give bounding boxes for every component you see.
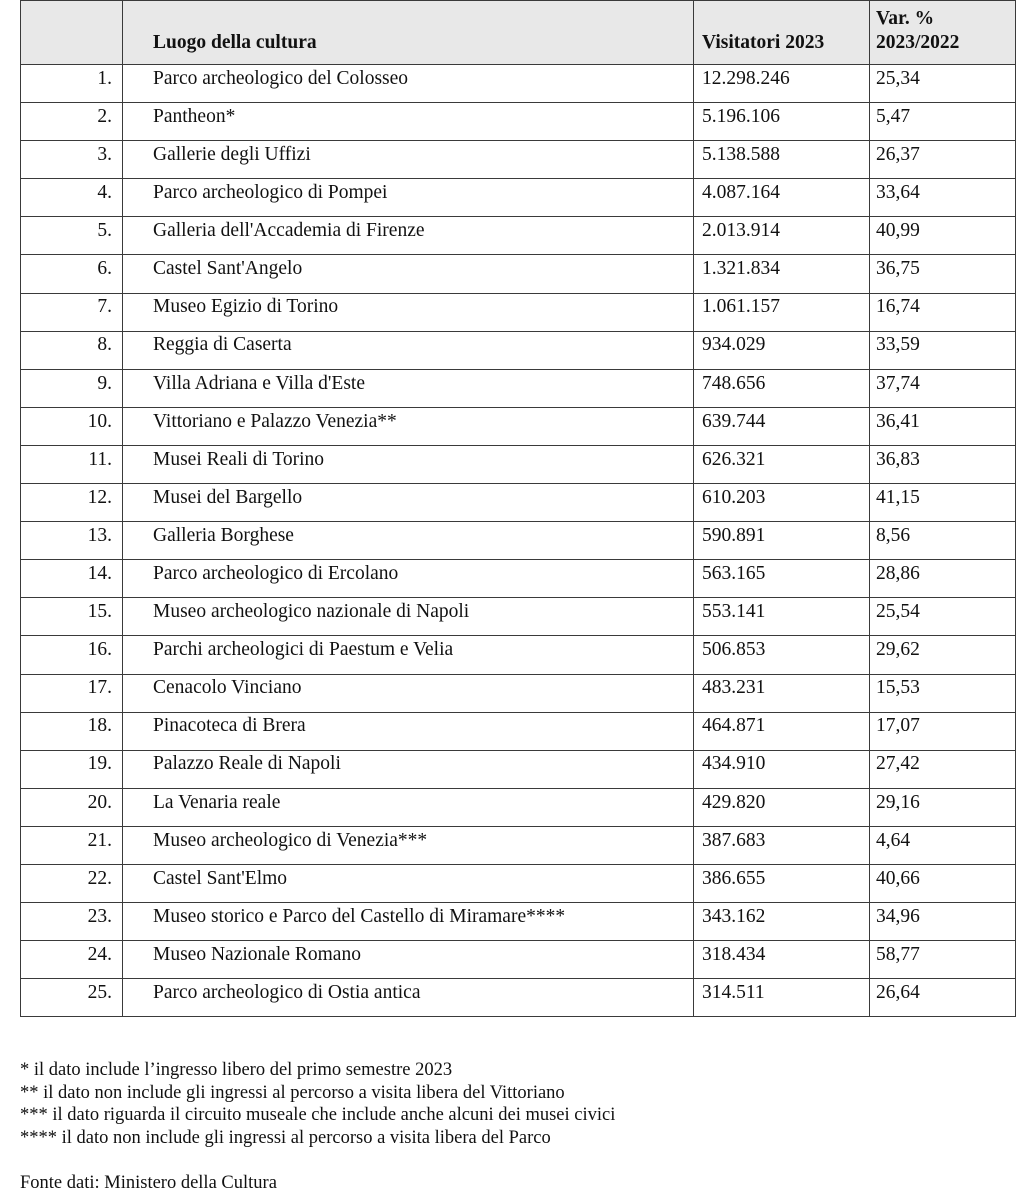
- rank-cell: 19.: [21, 750, 123, 788]
- table-header: [21, 1, 1016, 65]
- rank-cell: 4.: [21, 179, 123, 217]
- table-row: [21, 636, 1016, 674]
- visitors-cell: 748.656: [694, 369, 870, 407]
- rank-cell: 24.: [21, 941, 123, 979]
- visitors-cell: 429.820: [694, 788, 870, 826]
- header-rank: [21, 1, 123, 65]
- place-name-cell: Reggia di Caserta: [123, 331, 694, 369]
- table-row: [21, 141, 1016, 179]
- place-name-cell: La Venaria reale: [123, 788, 694, 826]
- table-row: [21, 255, 1016, 293]
- variation-cell: 36,83: [870, 445, 1016, 483]
- rank-cell: 25.: [21, 979, 123, 1017]
- place-name-cell: Parco archeologico di Pompei: [123, 179, 694, 217]
- place-name-cell: Museo archeologico nazionale di Napoli: [123, 598, 694, 636]
- visitors-cell: 464.871: [694, 712, 870, 750]
- rank-cell: 15.: [21, 598, 123, 636]
- place-name-cell: Palazzo Reale di Napoli: [123, 750, 694, 788]
- header-place: Luogo della cultura: [123, 1, 694, 65]
- visitors-cell: 563.165: [694, 560, 870, 598]
- footnote: * il dato include l’ingresso libero del primo semestre 2023: [20, 1060, 453, 1080]
- rank-cell: 18.: [21, 712, 123, 750]
- rank-cell: 5.: [21, 217, 123, 255]
- rank-cell: 23.: [21, 903, 123, 941]
- variation-cell: 36,41: [870, 407, 1016, 445]
- table-row: [21, 674, 1016, 712]
- place-name-cell: Castel Sant'Angelo: [123, 255, 694, 293]
- rank-cell: 11.: [21, 445, 123, 483]
- rank-cell: 8.: [21, 331, 123, 369]
- rank-cell: 20.: [21, 788, 123, 826]
- table-row: [21, 560, 1016, 598]
- visitors-cell: 506.853: [694, 636, 870, 674]
- table-row: [21, 941, 1016, 979]
- visitors-cell: 5.138.588: [694, 141, 870, 179]
- footnote: **** il dato non include gli ingressi al percorso a visita libera del Parco: [20, 1127, 551, 1148]
- visitors-cell: 1.061.157: [694, 293, 870, 331]
- variation-cell: 5,47: [870, 103, 1016, 141]
- footnotes: [20, 1059, 615, 1149]
- table-row: [21, 179, 1016, 217]
- place-name-cell: Pinacoteca di Brera: [123, 712, 694, 750]
- visitors-cell: 4.087.164: [694, 179, 870, 217]
- visitors-cell: 387.683: [694, 826, 870, 864]
- place-name-cell: Galleria dell'Accademia di Firenze: [123, 217, 694, 255]
- visitors-cell: 12.298.246: [694, 65, 870, 103]
- table-body: [21, 65, 1016, 1017]
- place-name-cell: Cenacolo Vinciano: [123, 674, 694, 712]
- visitors-cell: 386.655: [694, 864, 870, 902]
- variation-cell: 16,74: [870, 293, 1016, 331]
- header-row: [21, 1, 1016, 65]
- rank-cell: 21.: [21, 826, 123, 864]
- variation-cell: 4,64: [870, 826, 1016, 864]
- variation-cell: 15,53: [870, 674, 1016, 712]
- table-row: [21, 65, 1016, 103]
- place-name-cell: Museo storico e Parco del Castello di Miramare****: [123, 903, 694, 941]
- table-row: [21, 293, 1016, 331]
- variation-cell: 33,59: [870, 331, 1016, 369]
- table-row: [21, 979, 1016, 1017]
- header-variation-line2: 2023/2022: [876, 31, 960, 53]
- variation-cell: 25,54: [870, 598, 1016, 636]
- variation-cell: 29,16: [870, 788, 1016, 826]
- rank-cell: 13.: [21, 522, 123, 560]
- table-row: [21, 103, 1016, 141]
- table-row: [21, 788, 1016, 826]
- table-row: [21, 903, 1016, 941]
- variation-cell: 27,42: [870, 750, 1016, 788]
- place-name-cell: Musei del Bargello: [123, 484, 694, 522]
- variation-cell: 26,64: [870, 979, 1016, 1017]
- visitors-cell: 2.013.914: [694, 217, 870, 255]
- rank-cell: 16.: [21, 636, 123, 674]
- variation-cell: 41,15: [870, 484, 1016, 522]
- variation-cell: 17,07: [870, 712, 1016, 750]
- place-name-cell: Musei Reali di Torino: [123, 445, 694, 483]
- place-name-cell: Pantheon*: [123, 103, 694, 141]
- rank-cell: 22.: [21, 864, 123, 902]
- place-name-cell: Museo archeologico di Venezia***: [123, 826, 694, 864]
- variation-cell: 36,75: [870, 255, 1016, 293]
- visitors-cell: 434.910: [694, 750, 870, 788]
- place-name-cell: Galleria Borghese: [123, 522, 694, 560]
- variation-cell: 40,99: [870, 217, 1016, 255]
- table-row: [21, 217, 1016, 255]
- table-row: [21, 484, 1016, 522]
- table-row: [21, 522, 1016, 560]
- place-name-cell: Museo Egizio di Torino: [123, 293, 694, 331]
- place-name-cell: Parco archeologico di Ercolano: [123, 560, 694, 598]
- variation-cell: 58,77: [870, 941, 1016, 979]
- visitors-cell: 318.434: [694, 941, 870, 979]
- table-row: [21, 331, 1016, 369]
- variation-cell: 29,62: [870, 636, 1016, 674]
- place-name-cell: Parco archeologico del Colosseo: [123, 65, 694, 103]
- visitors-cell: 626.321: [694, 445, 870, 483]
- table-row: [21, 445, 1016, 483]
- table-row: [21, 750, 1016, 788]
- rank-cell: 1.: [21, 65, 123, 103]
- place-name-cell: Gallerie degli Uffizi: [123, 141, 694, 179]
- visitors-cell: 639.744: [694, 407, 870, 445]
- rank-cell: 7.: [21, 293, 123, 331]
- header-visitors: Visitatori 2023: [694, 1, 870, 65]
- place-name-cell: Parchi archeologici di Paestum e Velia: [123, 636, 694, 674]
- table-row: [21, 864, 1016, 902]
- variation-cell: 33,64: [870, 179, 1016, 217]
- visitors-cell: 314.511: [694, 979, 870, 1017]
- rank-cell: 12.: [21, 484, 123, 522]
- rank-cell: 9.: [21, 369, 123, 407]
- data-source: Fonte dati: Ministero della Cultura: [20, 1173, 277, 1193]
- visitors-ranking-table: [20, 0, 1016, 1017]
- rank-cell: 2.: [21, 103, 123, 141]
- footnote: ** il dato non include gli ingressi al percorso a visita libera del Vittoriano: [20, 1082, 565, 1103]
- visitors-cell: 343.162: [694, 903, 870, 941]
- place-name-cell: Parco archeologico di Ostia antica: [123, 979, 694, 1017]
- rank-cell: 10.: [21, 407, 123, 445]
- visitors-cell: 5.196.106: [694, 103, 870, 141]
- place-name-cell: Castel Sant'Elmo: [123, 864, 694, 902]
- footnote: *** il dato riguarda il circuito museale che include anche alcuni dei musei civici: [20, 1105, 616, 1125]
- visitors-cell: 553.141: [694, 598, 870, 636]
- rank-cell: 14.: [21, 560, 123, 598]
- table-row: [21, 826, 1016, 864]
- visitors-cell: 610.203: [694, 484, 870, 522]
- rank-cell: 3.: [21, 141, 123, 179]
- place-name-cell: Villa Adriana e Villa d'Este: [123, 369, 694, 407]
- visitors-cell: 1.321.834: [694, 255, 870, 293]
- rank-cell: 17.: [21, 674, 123, 712]
- visitors-cell: 934.029: [694, 331, 870, 369]
- variation-cell: 40,66: [870, 864, 1016, 902]
- table-row: [21, 712, 1016, 750]
- table-row: [21, 407, 1016, 445]
- variation-cell: 34,96: [870, 903, 1016, 941]
- visitors-cell: 590.891: [694, 522, 870, 560]
- variation-cell: 26,37: [870, 141, 1016, 179]
- header-variation: [870, 1, 1016, 65]
- table-row: [21, 369, 1016, 407]
- visitors-cell: 483.231: [694, 674, 870, 712]
- variation-cell: 37,74: [870, 369, 1016, 407]
- variation-cell: 28,86: [870, 560, 1016, 598]
- place-name-cell: Vittoriano e Palazzo Venezia**: [123, 407, 694, 445]
- header-variation-line1: Var. %: [876, 8, 935, 30]
- variation-cell: 25,34: [870, 65, 1016, 103]
- rank-cell: 6.: [21, 255, 123, 293]
- place-name-cell: Museo Nazionale Romano: [123, 941, 694, 979]
- variation-cell: 8,56: [870, 522, 1016, 560]
- table-row: [21, 598, 1016, 636]
